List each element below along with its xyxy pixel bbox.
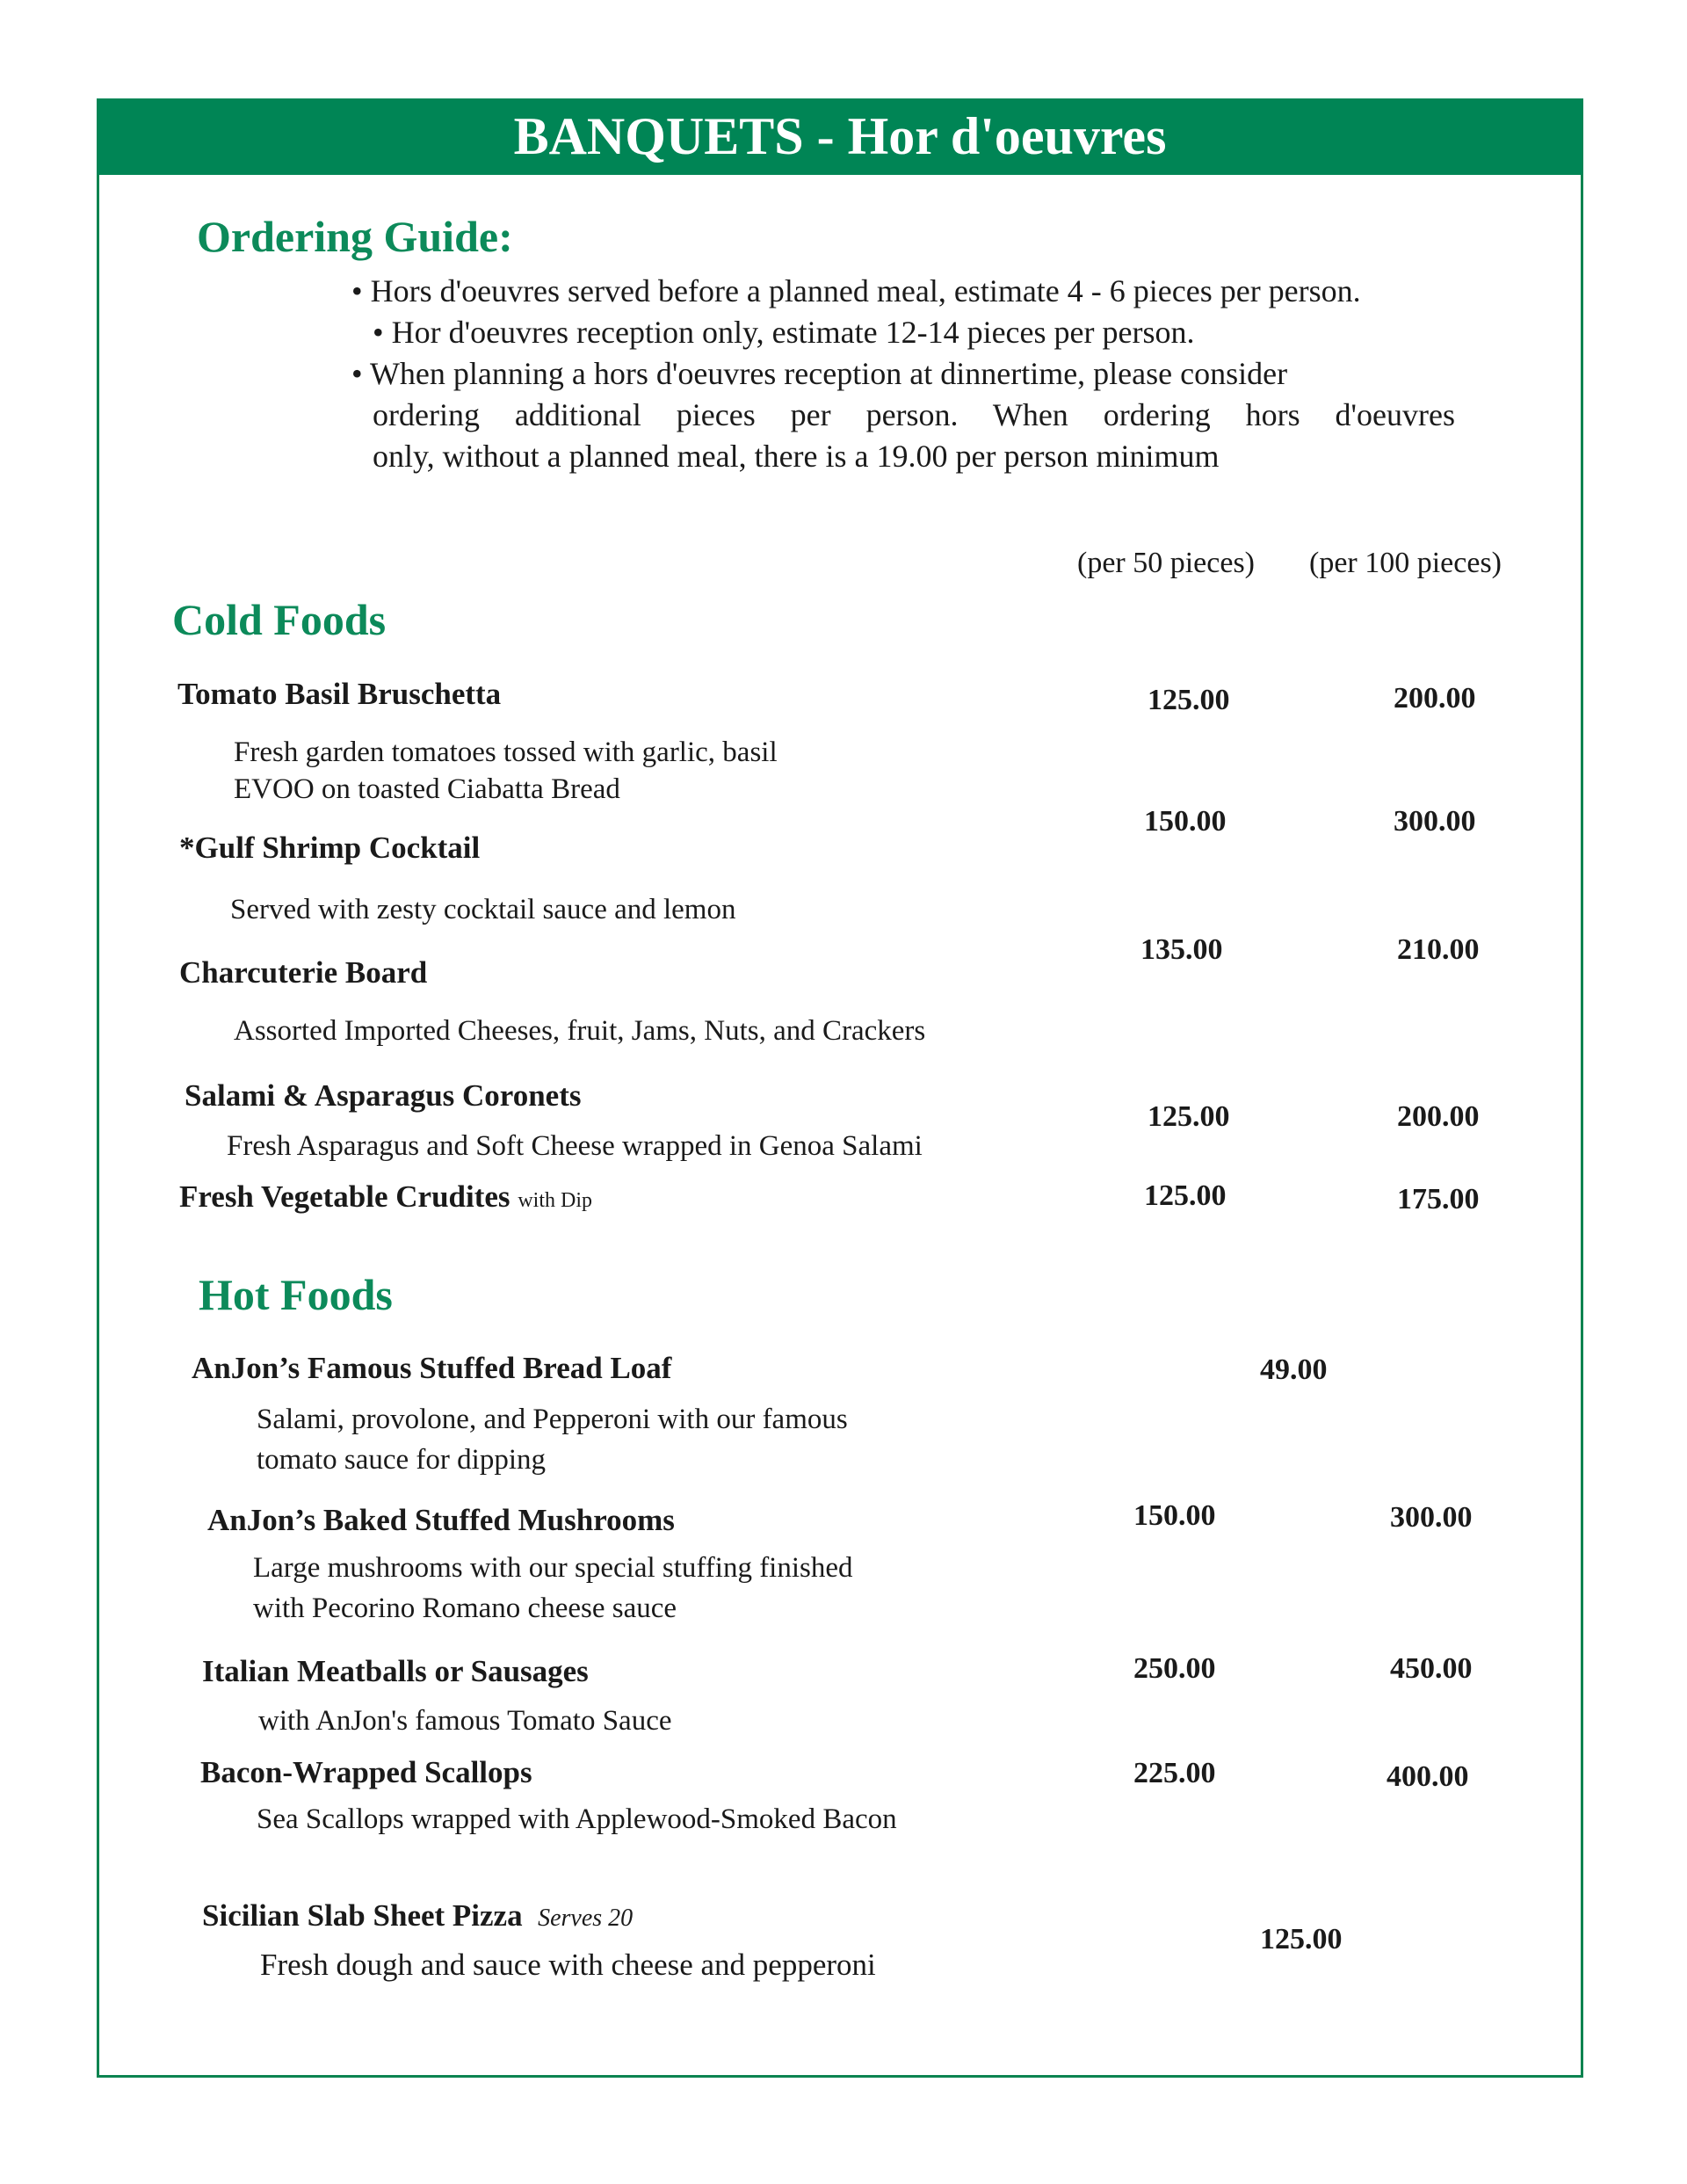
menu-item-description: with Pecorino Romano cheese sauce — [253, 1593, 677, 1624]
menu-item-name: Italian Meatballs or Sausages — [202, 1654, 589, 1688]
price-per-50: 250.00 — [1133, 1652, 1216, 1685]
guide-line-3: • When planning a hors d'oeuvres reception at dinnertime, please consider — [351, 356, 1288, 391]
menu-item-name: Sicilian Slab Sheet Pizza Serves 20 — [202, 1898, 634, 1933]
price-per-50: 125.00 — [1148, 684, 1230, 716]
menu-item-name: Charcuterie Board — [179, 955, 428, 990]
price-per-50: 150.00 — [1133, 1499, 1216, 1532]
menu-item-name: *Gulf Shrimp Cocktail — [179, 831, 481, 865]
guide-line-5: only, without a planned meal, there is a 19.00 per person minimum — [373, 439, 1220, 474]
guide-line-4: ordering additional pieces per person. When ordering hors d'oeuvres — [373, 397, 1455, 432]
menu-item-description: tomato sauce for dipping — [257, 1444, 547, 1476]
price-per-100: 200.00 — [1397, 1100, 1480, 1133]
ordering-guide-heading: Ordering Guide: — [197, 212, 513, 261]
menu-item-name: Fresh Vegetable Crudites with Dip — [179, 1179, 592, 1214]
guide-line-2: • Hor d'oeuvres reception only, estimate 12-14 pieces per person. — [373, 315, 1195, 350]
menu-item-description: with AnJon's famous Tomato Sauce — [258, 1705, 672, 1737]
price-per-50: 225.00 — [1133, 1757, 1216, 1789]
price-per-50: 125.00 — [1148, 1100, 1230, 1133]
menu-item-name: AnJon’s Famous Stuffed Bread Loaf — [192, 1351, 672, 1385]
column-header-per-50: (per 50 pieces) — [1077, 547, 1256, 579]
price-per-100: 300.00 — [1394, 805, 1476, 838]
price-per-50: 135.00 — [1140, 933, 1223, 966]
hot-foods-heading: Hot Foods — [199, 1270, 393, 1319]
menu-item-description: Sea Scallops wrapped with Applewood-Smoked Bacon — [257, 1803, 897, 1835]
item-price: 49.00 — [1260, 1353, 1328, 1386]
price-per-100: 175.00 — [1397, 1183, 1480, 1215]
menu-item-description: Large mushrooms with our special stuffing finished — [253, 1552, 853, 1584]
menu-item-description: Salami, provolone, and Pepperoni with our famous — [257, 1404, 848, 1435]
menu-item-description: EVOO on toasted Ciabatta Bread — [234, 773, 620, 805]
cold-foods-heading: Cold Foods — [172, 595, 387, 644]
menu-item-note: Serves 20 — [538, 1905, 634, 1932]
price-per-100: 200.00 — [1394, 682, 1476, 715]
menu-item-description: Fresh garden tomatoes tossed with garlic, basil — [234, 736, 778, 768]
menu-item-note: with Dip — [518, 1189, 592, 1212]
guide-line-1: • Hors d'oeuvres served before a planned meal, estimate 4 - 6 pieces per person. — [351, 273, 1361, 308]
menu-item-name: Tomato Basil Bruschetta — [177, 677, 502, 711]
item-price: 125.00 — [1260, 1923, 1343, 1955]
price-per-100: 450.00 — [1390, 1652, 1473, 1685]
menu-item-name: Bacon-Wrapped Scallops — [200, 1755, 532, 1789]
page-title: BANQUETS - Hor d'oeuvres — [97, 98, 1583, 175]
menu-item-name: AnJon’s Baked Stuffed Mushrooms — [207, 1503, 675, 1537]
menu-item-description: Assorted Imported Cheeses, fruit, Jams, Nuts, and Crackers — [234, 1015, 926, 1047]
menu-item-description: Served with zesty cocktail sauce and lemon — [230, 894, 736, 925]
menu-item-description: Fresh dough and sauce with cheese and pepperoni — [260, 1948, 876, 1982]
price-per-50: 150.00 — [1144, 805, 1227, 838]
price-per-100: 210.00 — [1397, 933, 1480, 966]
menu-item-description: Fresh Asparagus and Soft Cheese wrapped in Genoa Salami — [227, 1130, 923, 1162]
price-per-100: 400.00 — [1387, 1760, 1469, 1793]
price-per-100: 300.00 — [1390, 1501, 1473, 1534]
menu-item-name: Salami & Asparagus Coronets — [185, 1078, 582, 1113]
price-per-50: 125.00 — [1144, 1179, 1227, 1212]
column-header-per-100: (per 100 pieces) — [1309, 547, 1502, 579]
